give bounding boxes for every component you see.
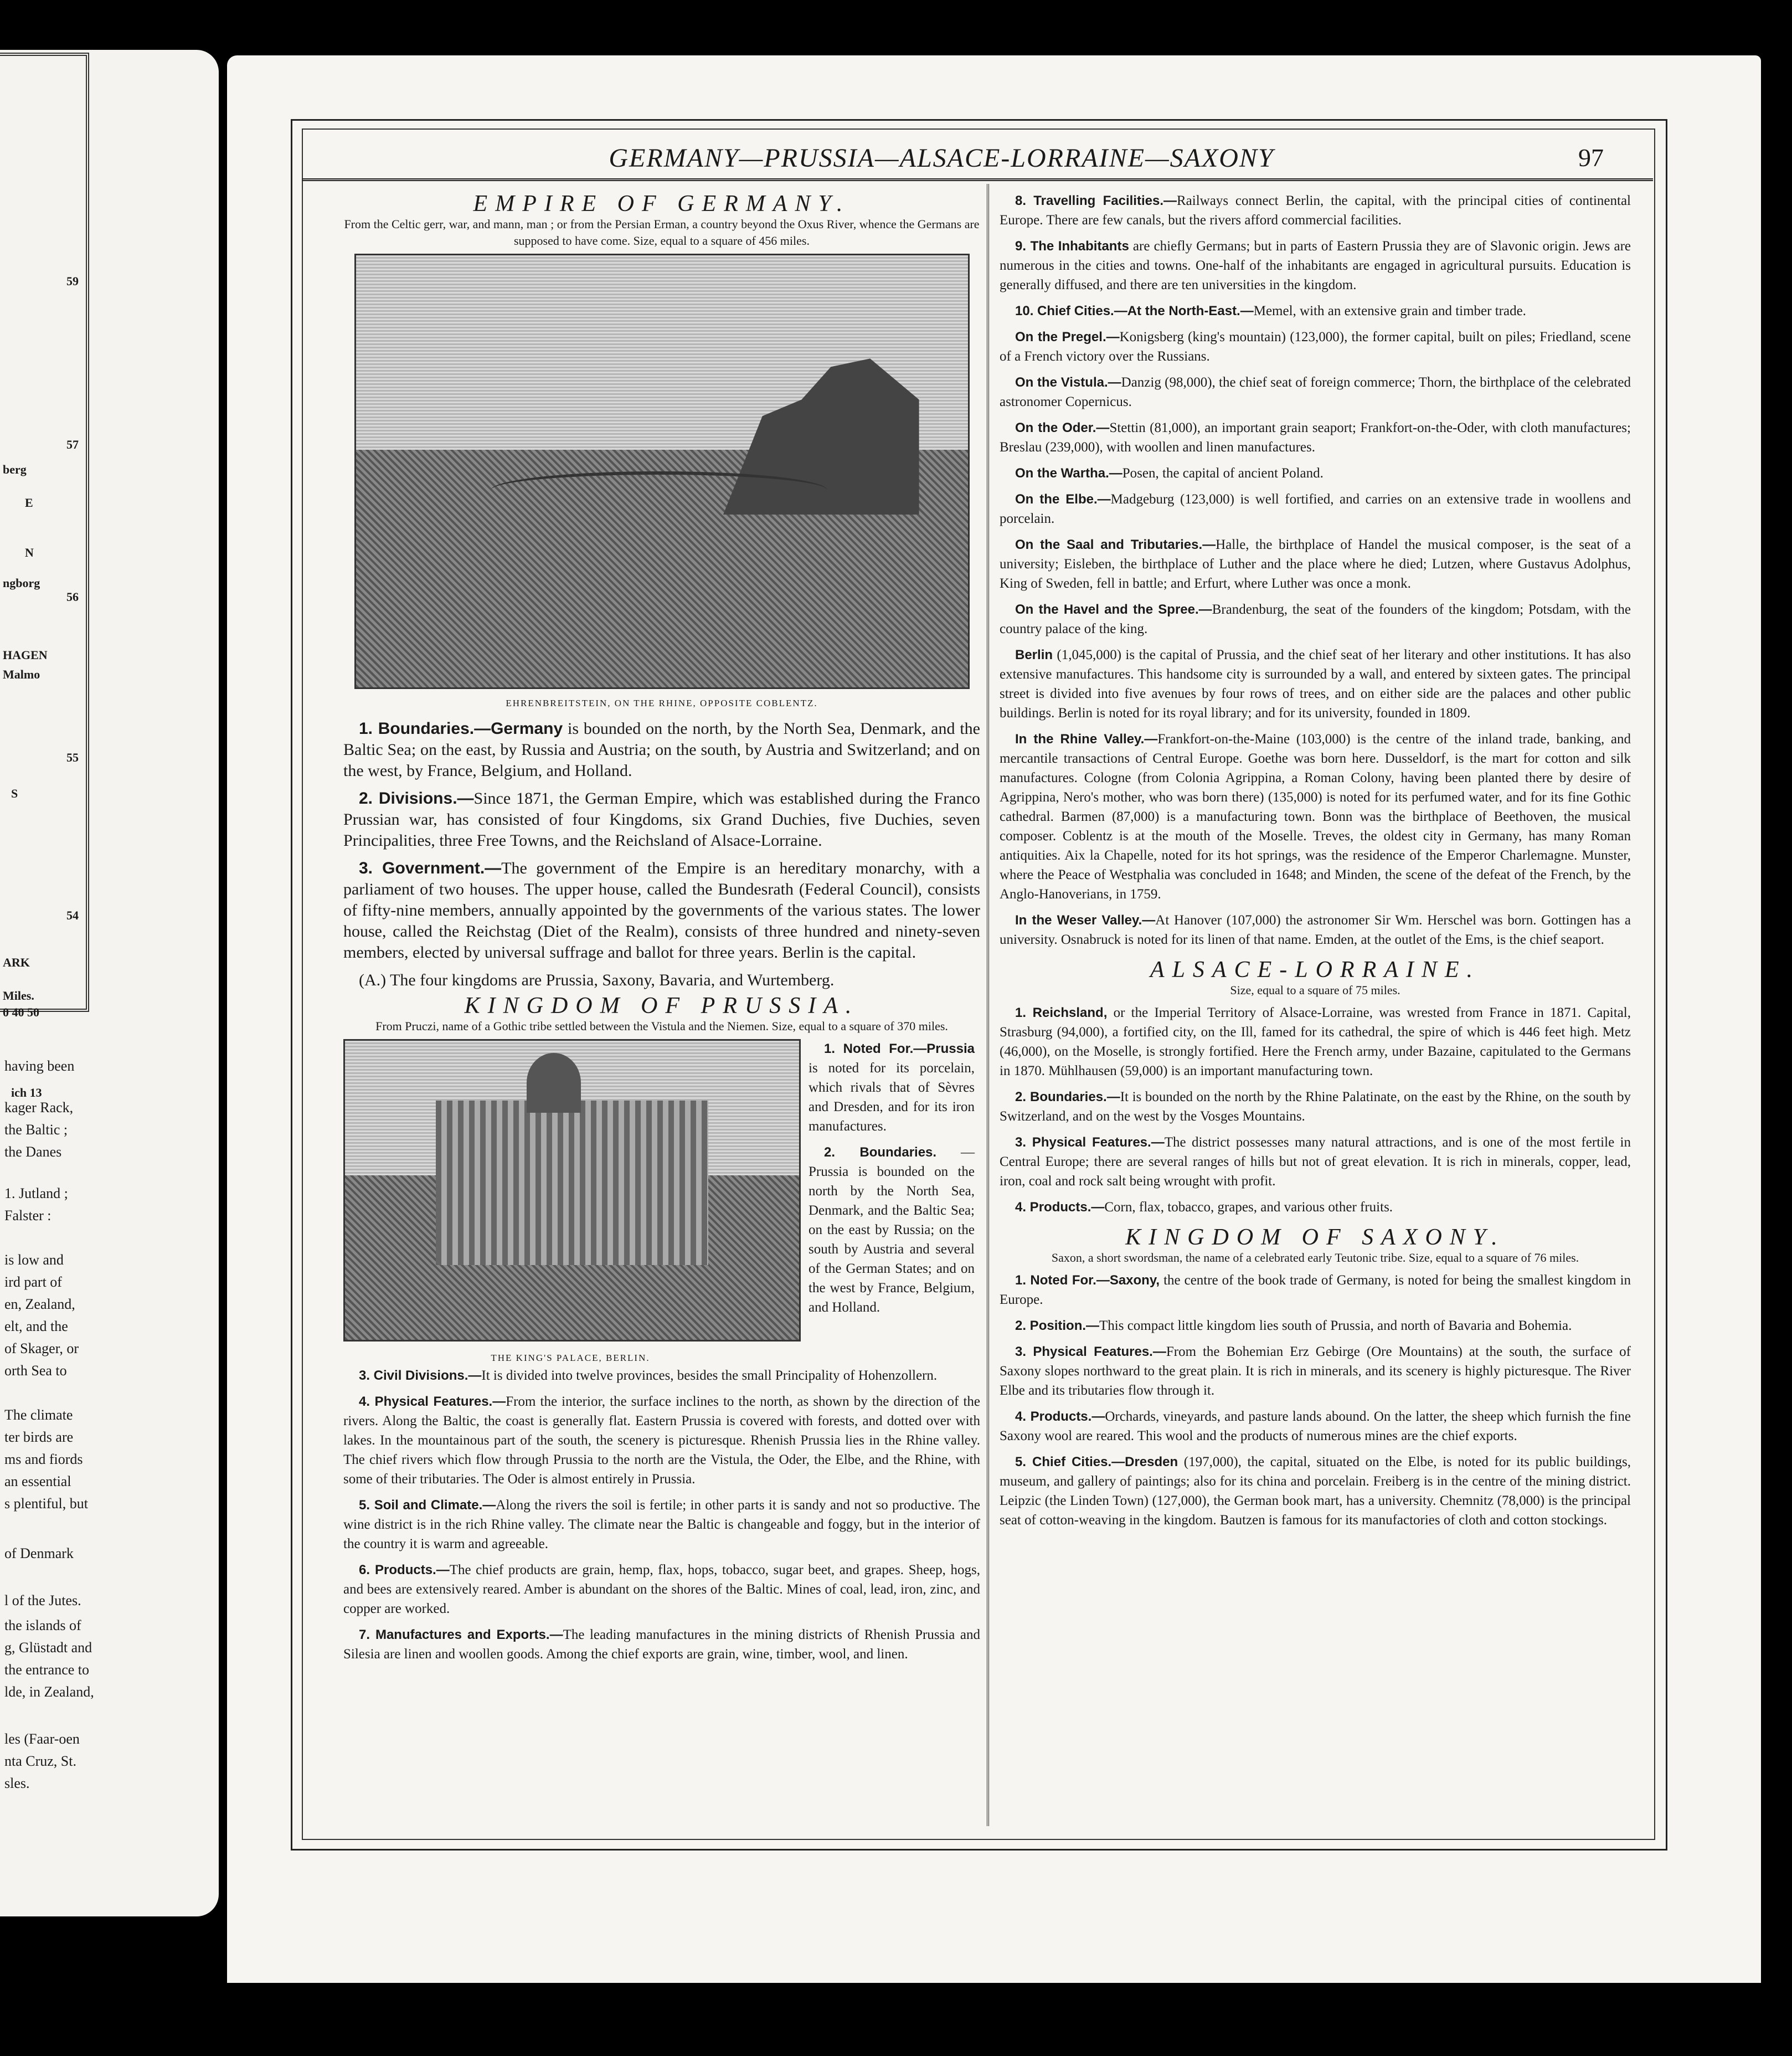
left-map-label: N: [25, 546, 34, 559]
section-heading: 6. Products.—: [359, 1562, 450, 1577]
section-heading: 5. Chief Cities.—Dresden: [1015, 1454, 1178, 1469]
left-page-text-line: the entrance to: [4, 1662, 90, 1678]
alsace-size: Size, equal to a square of 75 miles.: [1230, 983, 1400, 997]
left-page-text-line: ird part of: [4, 1274, 62, 1290]
section-text: At Hanover (107,000) the astronomer Sir Wm. Herschel was born. Gottingen has a university. Osnabruck is noted for its linen of that name. Emden, at the outlet of the Ems, is the chief seaport.: [1000, 913, 1631, 947]
left-map-label: 57: [66, 438, 79, 451]
section-text: — Prussia is bounded on the north by the North Sea, Denmark, and the Baltic Sea; on the east by Russia; on the south by Austria and several of the German States; and on the west by France, Belgium, and Holland.: [809, 1145, 975, 1315]
section-text: Memel, with an extensive grain and timber trade.: [1253, 304, 1526, 318]
left-page-text-line: is low and: [4, 1252, 64, 1268]
left-page-text-line: The climate: [4, 1407, 73, 1423]
section-paragraph: [1000, 191, 1631, 230]
section-heading: 10. Chief Cities.—At the North-East.—: [1015, 304, 1254, 318]
section-paragraph: [1000, 1407, 1631, 1446]
section-heading: 3. Physical Features.—: [1015, 1135, 1165, 1150]
section-heading: 2. Boundaries.—: [1015, 1089, 1120, 1104]
section-heading: 1. Reichsland,: [1015, 1005, 1108, 1020]
section-heading: 1. Noted For.—Saxony,: [1015, 1273, 1160, 1288]
ehrenbreitstein-engraving: [354, 254, 970, 689]
section-heading: On the Wartha.—: [1015, 466, 1122, 481]
section-paragraph: [1000, 418, 1631, 457]
left-page-text-line: lde, in Zealand,: [4, 1684, 94, 1700]
section-text: The leading manufactures in the mining districts of Rhenish Prussia and Silesia are linen and woollen goods. Among the chief exports are grain, wine, timber, wool, and linen.: [343, 1627, 980, 1662]
left-page-text-line: ter birds are: [4, 1429, 74, 1445]
section-paragraph: [1000, 1133, 1631, 1191]
left-map-label: 56: [66, 590, 79, 604]
section-text: Danzig (98,000), the chief seat of foreign commerce; Thorn, the birthplace of the celebrated astronomer Copernicus.: [1000, 375, 1631, 409]
section-heading: On the Elbe.—: [1015, 492, 1111, 507]
section-paragraph: [1000, 1003, 1631, 1081]
germany-sections: [343, 718, 980, 963]
section-text: Orchards, vineyards, and pasture lands abound. On the latter, the sheep which furnish the fine Saxony wool are reared. This wool and the products of numerous mines are the chief exports.: [1000, 1409, 1631, 1443]
section-paragraph: [1000, 535, 1631, 593]
germany-image-caption: EHRENBREITSTEIN, ON THE RHINE, OPPOSITE COBLENTZ.: [506, 698, 818, 708]
section-paragraph: [1000, 1197, 1631, 1217]
prussia-sections: [343, 1366, 980, 1664]
section-text: The district possesses many natural attractions, and is one of the most fertile in Central Europe; there are several ranges of hills but not of great elevation. It is rich in minerals, copper, lead, iron, coal and rock salt being wrought with profit.: [1000, 1135, 1631, 1189]
left-page-text-line: l of the Jutes.: [4, 1592, 81, 1608]
column-divider: [987, 184, 989, 1826]
section-text: the centre of the book trade of Germany, is noted for being the smallest kingdom in Europe.: [1000, 1273, 1631, 1307]
left-page-text-line: 1. Jutland ;: [4, 1185, 68, 1201]
section-heading: 4. Products.—: [1015, 1409, 1105, 1424]
header-rule: [302, 178, 1653, 181]
section-text: The chief products are grain, hemp, flax, hops, tobacco, sugar beet, and grapes. Sheep, hogs, and bees are extensively reared. Amber is abundant on the shores of the Baltic. Mines of coal, lead, iron, zinc, and copper are worked.: [343, 1562, 980, 1616]
germany-etymology: From the Celtic gerr, war, and mann, man ; or from the Persian Erman, a country beyond the Oxus River, whence the Germans are supposed to have come. Size, equal to a square of 456 miles.: [344, 217, 980, 248]
section-heading: 3. Civil Divisions.—: [359, 1368, 482, 1383]
section-paragraph: [1000, 373, 1631, 412]
section-text: This compact little kingdom lies south of Prussia, and north of Bavaria and Bohemia.: [1099, 1318, 1572, 1333]
left-page-text-line: of Skager, or: [4, 1340, 79, 1356]
left-map-label: 59: [66, 274, 79, 288]
left-map-label: E: [25, 496, 33, 510]
left-map-label: ich 13: [11, 1086, 42, 1099]
section-heading: 2. Divisions.—: [359, 789, 474, 808]
section-text: Frankfort-on-the-Maine (103,000) is the centre of the inland trade, banking, and mercantile transactions of Central Europe. Goethe was born here. Dusseldorf, is the mart for cotton and silk manufactures. Cologne (from Colonia Agrippina, a Roman Colony, having been planted there by desire of Agrippina, Nero's mother, who was born there) (135,000) is noted for its perfumed water, and for its fine Gothic cathedral. Barmen (87,000) is a manufacturing town. Bonn was the birthplace of Beethoven, the musical composer. Coblentz is at the mouth of the Moselle. Treves, the oldest city in Germany, has many Roman antiquities. Aix la Chapelle, noted for its hot springs, was the residence of the Emperor Charlemagne. Munster, where the Peace of Westphalia was concluded in 1648; and Minden, the scene of the defeat of the French, by the Anglo-Hanoverians, in 1759.: [1000, 732, 1631, 902]
left-page-text-line: en, Zealand,: [4, 1296, 75, 1312]
section-heading: 1. Boundaries.—Germany: [359, 719, 563, 738]
left-page-text-line: sles.: [4, 1775, 30, 1791]
left-page-text-line: of Denmark: [4, 1545, 74, 1561]
section-text: Halle, the birthplace of Handel the musical composer, is the seat of a university; Eisleben, the birthplace of Luther and the place where he died; Lutzen, where Gustavus Adolphus, King of Sweden, fell in battle; and Erfurt, where Luther was once a monk.: [1000, 537, 1631, 591]
section-heading: 4. Physical Features.—: [359, 1394, 506, 1409]
left-page-text-line: having been: [4, 1058, 75, 1074]
left-map-label: Malmo: [3, 667, 40, 681]
saxony-title: KINGDOM OF SAXONY.: [1125, 1225, 1505, 1250]
section-paragraph: [1000, 1316, 1631, 1335]
section-heading: 9. The Inhabitants: [1015, 239, 1129, 254]
kings-palace-engraving: [343, 1039, 801, 1341]
section-text: It is bounded on the north by the Rhine Palatinate, on the east by the Rhine, on the south by Switzerland, and on the west by the Vosges Mountains.: [1000, 1089, 1631, 1124]
section-paragraph: [1000, 729, 1631, 904]
left-map-label: 54: [66, 908, 79, 922]
left-page-text-line: s plentiful, but: [4, 1495, 88, 1512]
section-paragraph: [1000, 237, 1631, 295]
section-text: (197,000), the capital, situated on the Elbe, is noted for its public buildings, museum, and gallery of paintings; also for its china and porcelain. Freiberg is in the centre of the mining district. Leipzic (the Linden Town) (127,000), the German book mart, has a university. Chemnitz (78,000) is the principal seat of cotton-weaving in the kingdom. Bautzen is famous for its manufactories of cloth and cotton stockings.: [1000, 1454, 1631, 1528]
section-heading: 2. Boundaries.: [824, 1145, 937, 1160]
section-heading: 3. Physical Features.—: [1015, 1344, 1166, 1359]
section-text: is bounded on the north, by the North Sea, Denmark, and the Baltic Sea; on the east, by Russia and Austria; on the south, by Austria and Switzerland; and on the west, by France, Belgium, and Holland.: [343, 719, 980, 780]
left-map-label: ngborg: [3, 576, 40, 590]
section-text: Brandenburg, the seat of the founders of the kingdom; Potsdam, with the country palace of the king.: [1000, 602, 1631, 636]
section-heading: On the Oder.—: [1015, 420, 1110, 435]
section-text: (1,045,000) is the capital of Prussia, and the chief seat of her literary and other institutions. It has also extensive manufactures. This handsome city is surrounded by a wall, and entered by sixteen gates. The principal street is divided into five avenues by four rows of trees, and on either side are the palaces and other public buildings. Berlin is noted for its royal library; and for its university, founded in 1809.: [1000, 647, 1631, 721]
section-text: The government of the Empire is an hereditary monarchy, with a parliament of two houses. The upper house, called the Bundesrath (Federal Council), consists of fifty-nine members, annually appointed by the governments of the various states. The lower house, called the Reichstag (Diet of the Realm), consists of three hundred and ninety-seven members, elected by universal suffrage and ballot for three years. Berlin is the capital.: [343, 859, 980, 962]
left-map-frame: [0, 53, 89, 1012]
left-page-text-line: les (Faar-oen: [4, 1731, 80, 1747]
left-page-text-line: the islands of: [4, 1617, 81, 1633]
section-paragraph: [1000, 911, 1631, 949]
left-map-label: Miles.: [3, 989, 34, 1003]
alsace-title: ALSACE-LORRAINE.: [1150, 957, 1481, 983]
section-text: Konigsberg (king's mountain) (123,000), the former capital, built on piles; Friedland, scene of a French victory over the Russians.: [1000, 330, 1631, 364]
left-page-text-line: Falster :: [4, 1207, 52, 1224]
left-map-label: HAGEN: [3, 648, 48, 662]
section-paragraph: [1000, 490, 1631, 528]
right-column: [1000, 191, 1631, 1536]
left-map-label: 0 40 50: [3, 1005, 39, 1019]
section-paragraph: [1000, 645, 1631, 723]
left-page-text-line: nta Cruz, St.: [4, 1753, 76, 1769]
section-paragraph: [343, 1392, 980, 1489]
left-page-text-line: an essential: [4, 1473, 71, 1489]
left-page-text-line: ms and fiords: [4, 1451, 83, 1467]
section-paragraph: [1000, 464, 1631, 483]
section-heading: On the Vistula.—: [1015, 375, 1121, 390]
section-heading: Berlin: [1015, 647, 1053, 662]
section-paragraph: [343, 1366, 980, 1385]
section-heading: 1. Noted For.—Prussia: [824, 1041, 975, 1056]
section-paragraph: [1000, 1087, 1631, 1126]
section-heading: 8. Travelling Facilities.—: [1015, 193, 1177, 208]
section-heading: On the Saal and Tributaries.—: [1015, 537, 1216, 552]
prussia-cities-sections: [1000, 191, 1631, 949]
section-text: Railways connect Berlin, the capital, with the principal cities of continental Europe. There are few canals, but the rivers afford commercial facilities.: [1000, 193, 1631, 228]
section-paragraph: [1000, 1452, 1631, 1530]
prussia-image-caption: THE KING'S PALACE, BERLIN.: [491, 1353, 650, 1363]
section-text: Since 1871, the German Empire, which was established during the Franco Prussian war, has consisted of four Kingdoms, six Grand Duchies, five Duchies, seven Principalities, three Free Towns, and the Reichsland of Alsace-Lorraine.: [343, 789, 980, 850]
left-page-text-line: kager Rack,: [4, 1099, 74, 1116]
section-text: are chiefly Germans; but in parts of Eastern Prussia they are of Slavonic origin. Jews are numerous in the cities and towns. One-half of the inhabitants are engaged in agricultural pursuits. Education is generally diffused, and there are ten universities in the kingdom.: [1000, 239, 1631, 292]
section-paragraph: [809, 1039, 975, 1136]
section-paragraph: [343, 1625, 980, 1664]
section-heading: In the Weser Valley.—: [1015, 913, 1156, 928]
section-heading: 5. Soil and Climate.—: [359, 1498, 496, 1513]
left-column: [343, 191, 980, 1671]
section-paragraph: [1000, 327, 1631, 366]
left-map-label: ARK: [3, 955, 30, 969]
section-text: or the Imperial Territory of Alsace-Lorraine, was wrested from France in 1871. Capital, Strasburg (94,000), a fortified city, on the Ill, famed for its cathedral, the spire of which is 446 feet high. Metz (46,000), on the Moselle, is strongly fortified. Here the French army, under Bazaine, capitulated to the Germans in 1870. Mühlhausen (59,000) is an important manufacturing town.: [1000, 1005, 1631, 1078]
section-heading: 3. Government.—: [359, 859, 502, 877]
left-map-label: berg: [3, 462, 27, 476]
left-map-label: 55: [66, 751, 79, 764]
section-heading: In the Rhine Valley.—: [1015, 732, 1158, 747]
page-number: 97: [1578, 143, 1604, 172]
saxony-etymology: Saxon, a short swordsman, the name of a celebrated early Teutonic tribe. Size, equal to a square of 76 miles.: [1051, 1251, 1579, 1265]
section-heading: 7. Manufactures and Exports.—: [359, 1627, 563, 1642]
left-map-label: S: [11, 787, 18, 800]
section-text: Posen, the capital of ancient Poland.: [1122, 466, 1324, 481]
germany-title: EMPIRE OF GERMANY.: [473, 191, 851, 217]
saxony-sections: [1000, 1271, 1631, 1530]
section-heading: 2. Position.—: [1015, 1318, 1100, 1333]
section-paragraph: [343, 718, 980, 782]
section-paragraph: [1000, 1271, 1631, 1309]
section-paragraph: [1000, 600, 1631, 639]
left-page-text-line: elt, and the: [4, 1318, 68, 1334]
kingdoms-note: (A.) The four kingdoms are Prussia, Saxony, Bavaria, and Wurtemberg.: [359, 971, 835, 989]
section-heading: On the Havel and the Spree.—: [1015, 602, 1212, 617]
running-title: GERMANY—PRUSSIA—ALSACE-LORRAINE—SAXONY: [609, 143, 1274, 173]
section-heading: On the Pregel.—: [1015, 330, 1120, 345]
section-text: Madgeburg (123,000) is well fortified, and carries on an extensive trade in woollens and porcelain.: [1000, 492, 1631, 526]
section-text: It is divided into twelve provinces, besides the small Principality of Hohenzollern.: [481, 1368, 938, 1383]
section-paragraph: [343, 1495, 980, 1554]
prussia-side-text: [809, 1039, 975, 1324]
section-paragraph: [343, 858, 980, 963]
left-page-text-line: g, Glüstadt and: [4, 1639, 92, 1656]
section-text: Corn, flax, tobacco, grapes, and various other fruits.: [1104, 1200, 1393, 1215]
prussia-image-block: [343, 1039, 980, 1366]
prussia-etymology: From Pruczi, name of a Gothic tribe settled between the Vistula and the Niemen. Size, equal to a square of 370 miles.: [375, 1019, 948, 1033]
prussia-title: KINGDOM OF PRUSSIA.: [464, 993, 859, 1019]
section-text: From the interior, the surface inclines to the north, as shown by the direction of the rivers. Along the Baltic, the coast is generally flat. Eastern Prussia is covered with forests, and dotted over with lakes. In the mountainous part of the south, the scenery is picturesque. Rhenish Prussia lies in the Rhine valley. The chief rivers which flow through Prussia to the north are the Vistula, the Oder, the Elbe, and the Rhine, with some of their tributaries. The Oder is almost entirely in Prussia.: [343, 1394, 980, 1487]
alsace-sections: [1000, 1003, 1631, 1217]
left-page-text-line: the Danes: [4, 1144, 62, 1160]
section-paragraph: [343, 1560, 980, 1618]
section-paragraph: [1000, 1342, 1631, 1400]
section-paragraph: [1000, 301, 1631, 321]
section-text: Along the rivers the soil is fertile; in other parts it is sandy and not so productive. The wine district is in the rich Rhine valley. The climate near the Baltic is changeable and foggy, but in the interior of the country it is warm and agreeable.: [343, 1498, 980, 1551]
left-page-text-line: orth Sea to: [4, 1363, 67, 1379]
section-text: Stettin (81,000), an important grain seaport; Frankfort-on-the-Oder, with cloth manufactures; Breslau (239,000), with woollen and linen manufactures.: [1000, 420, 1631, 455]
section-text: is noted for its porcelain, which rivals that of Sèvres and Dresden, and for its iron manufactures.: [809, 1061, 975, 1134]
section-heading: 4. Products.—: [1015, 1200, 1105, 1215]
section-text: From the Bohemian Erz Gebirge (Ore Mountains) at the south, the surface of Saxony slopes northward to the great plain. It is rich in minerals, and its scenery is highly picturesque. The River Elbe and its tributaries flow through it.: [1000, 1344, 1631, 1398]
section-paragraph: [343, 788, 980, 851]
left-page-text-line: the Baltic ;: [4, 1122, 68, 1138]
section-paragraph: [809, 1143, 975, 1317]
